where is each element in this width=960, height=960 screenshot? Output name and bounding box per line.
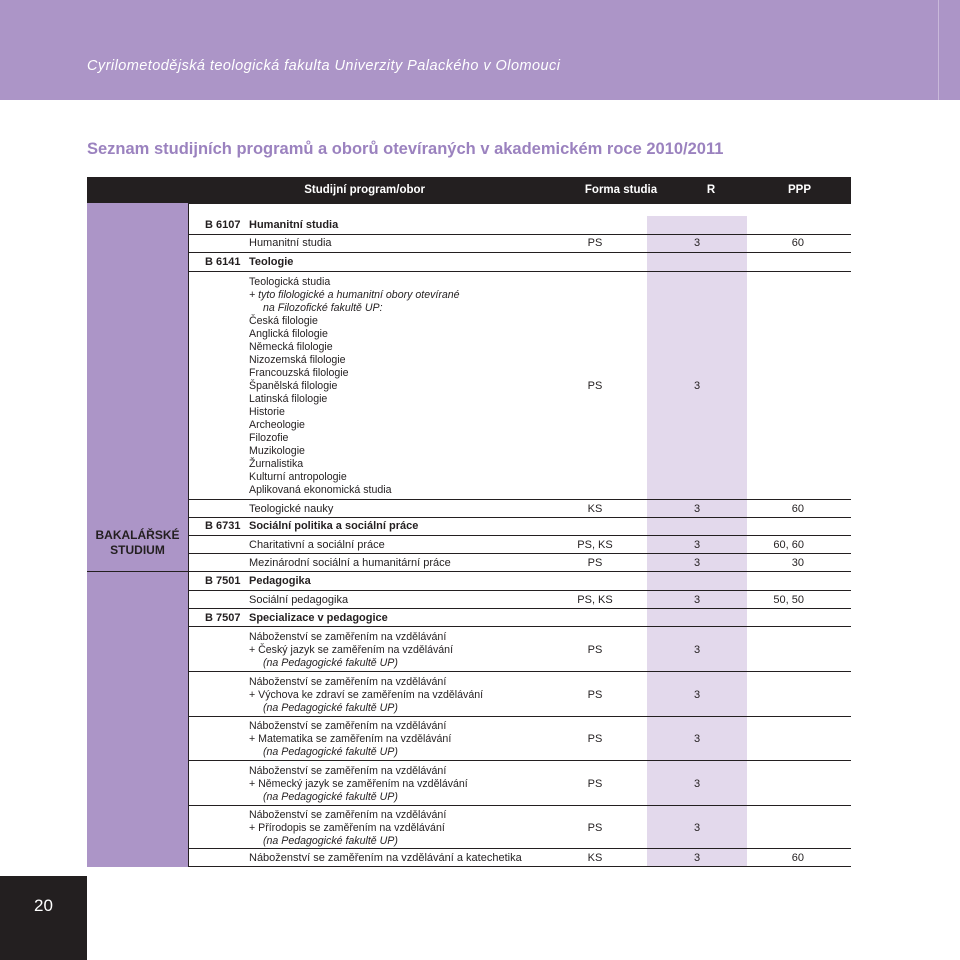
forma-value: PS	[587, 380, 603, 392]
program-code: B 6141	[205, 256, 241, 268]
field-line: Archeologie	[249, 419, 305, 431]
field-line: Německá filologie	[249, 341, 333, 353]
r-value: 3	[693, 689, 701, 701]
field-line: Latinská filologie	[249, 393, 328, 405]
field-line: (na Pedagogické fakultě UP)	[263, 835, 398, 847]
r-value: 3	[693, 539, 701, 551]
field-name: Teologické nauky	[249, 503, 334, 515]
column-header-ppp: PPP	[787, 184, 811, 196]
table-header	[87, 177, 851, 203]
running-title: Cyrilometodějská teologická fakulta Univerzity Palackého v Olomouci	[87, 58, 561, 74]
forma-value: PS, KS	[577, 594, 613, 606]
field-line: Kulturní antropologie	[249, 471, 347, 483]
field-line: Česká filologie	[249, 315, 318, 327]
r-value: 3	[693, 852, 701, 864]
r-value: 3	[693, 644, 701, 656]
field-line: Anglická filologie	[249, 328, 328, 340]
field-line: + tyto filologické a humanitní obory otevírané	[249, 289, 460, 301]
column-header-program: Studijní program/obor	[304, 184, 425, 196]
ppp-value: 30	[791, 557, 804, 569]
field-name: Náboženství se zaměřením na vzdělávání a katechetika	[249, 852, 522, 864]
field-line: Historie	[249, 406, 285, 418]
study-level-line1: BAKALÁŘSKÉ	[95, 528, 180, 542]
field-line: Aplikovaná ekonomická studia	[249, 484, 392, 496]
forma-value: PS	[587, 822, 603, 834]
program-name: Pedagogika	[249, 575, 311, 587]
field-line: Žurnalistika	[249, 458, 304, 470]
r-value: 3	[693, 822, 701, 834]
field-line: + Německý jazyk se zaměřením na vzdělávání	[249, 778, 468, 790]
field-line: Filozofie	[249, 432, 289, 444]
column-header-forma: Forma studia	[584, 184, 658, 196]
field-line: Náboženství se zaměřením na vzdělávání	[249, 720, 447, 732]
field-line: (na Pedagogické fakultě UP)	[263, 746, 398, 758]
field-line: + Matematika se zaměřením na vzdělávání	[249, 733, 452, 745]
program-code: B 7507	[205, 612, 241, 624]
program-code: B 6107	[205, 219, 241, 231]
forma-value: PS	[587, 689, 603, 701]
field-line: Náboženství se zaměřením na vzdělávání	[249, 676, 447, 688]
program-name: Humanitní studia	[249, 219, 339, 231]
field-name: Mezinárodní sociální a humanitární práce	[249, 557, 451, 569]
field-line: Nizozemská filologie	[249, 354, 346, 366]
field-line: Muzikologie	[249, 445, 305, 457]
program-code: B 7501	[205, 575, 241, 587]
forma-value: KS	[587, 852, 603, 864]
ppp-value: 60	[791, 237, 804, 249]
program-name: Teologie	[249, 256, 294, 268]
field-line: (na Pedagogické fakultě UP)	[263, 702, 398, 714]
program-name: Specializace v pedagogice	[249, 612, 388, 624]
forma-value: PS	[587, 237, 603, 249]
field-line: Francouzská filologie	[249, 367, 349, 379]
forma-value: PS	[587, 644, 603, 656]
program-name: Sociální politika a sociální práce	[249, 520, 419, 532]
study-level-line2: STUDIUM	[110, 543, 165, 557]
r-value: 3	[693, 778, 701, 790]
field-line: Španělská filologie	[249, 380, 338, 392]
header-divider	[938, 0, 939, 100]
field-name: Sociální pedagogika	[249, 594, 349, 606]
r-value: 3	[693, 237, 701, 249]
forma-value: PS	[587, 557, 603, 569]
r-value: 3	[693, 557, 701, 569]
field-line: Náboženství se zaměřením na vzdělávání	[249, 631, 447, 643]
page-number-block	[0, 876, 87, 960]
page-number: 20	[34, 896, 53, 915]
field-line: + Český jazyk se zaměřením na vzdělávání	[249, 644, 454, 656]
study-level-label	[87, 528, 188, 558]
page-title: Seznam studijních programů a oborů otevíraných v akademickém roce 2010/2011	[87, 140, 724, 158]
ppp-value: 50, 50	[773, 594, 804, 606]
ppp-value: 60, 60	[773, 539, 804, 551]
r-value: 3	[693, 733, 701, 745]
r-value: 3	[693, 380, 701, 392]
field-name: Charitativní a sociální práce	[249, 539, 385, 551]
r-value: 3	[693, 503, 701, 515]
r-value: 3	[693, 594, 701, 606]
field-line: Náboženství se zaměřením na vzdělávání	[249, 765, 447, 777]
ppp-value: 60	[791, 503, 804, 515]
field-line: + Výchova ke zdraví se zaměřením na vzdělávání	[249, 689, 484, 701]
program-code: B 6731	[205, 520, 241, 532]
field-line: Náboženství se zaměřením na vzdělávání	[249, 809, 447, 821]
column-header-r: R	[706, 184, 716, 196]
field-line: (na Pedagogické fakultě UP)	[263, 791, 398, 803]
ppp-value: 60	[791, 852, 804, 864]
field-line: (na Pedagogické fakultě UP)	[263, 657, 398, 669]
forma-value: PS, KS	[577, 539, 613, 551]
field-name: Humanitní studia	[249, 237, 332, 249]
header-band	[0, 0, 960, 100]
field-line: Teologická studia	[249, 276, 331, 288]
forma-value: KS	[587, 503, 603, 515]
forma-value: PS	[587, 778, 603, 790]
forma-value: PS	[587, 733, 603, 745]
field-line: + Přírodopis se zaměřením na vzdělávání	[249, 822, 445, 834]
field-line: na Filozofické fakultě UP:	[263, 302, 383, 314]
